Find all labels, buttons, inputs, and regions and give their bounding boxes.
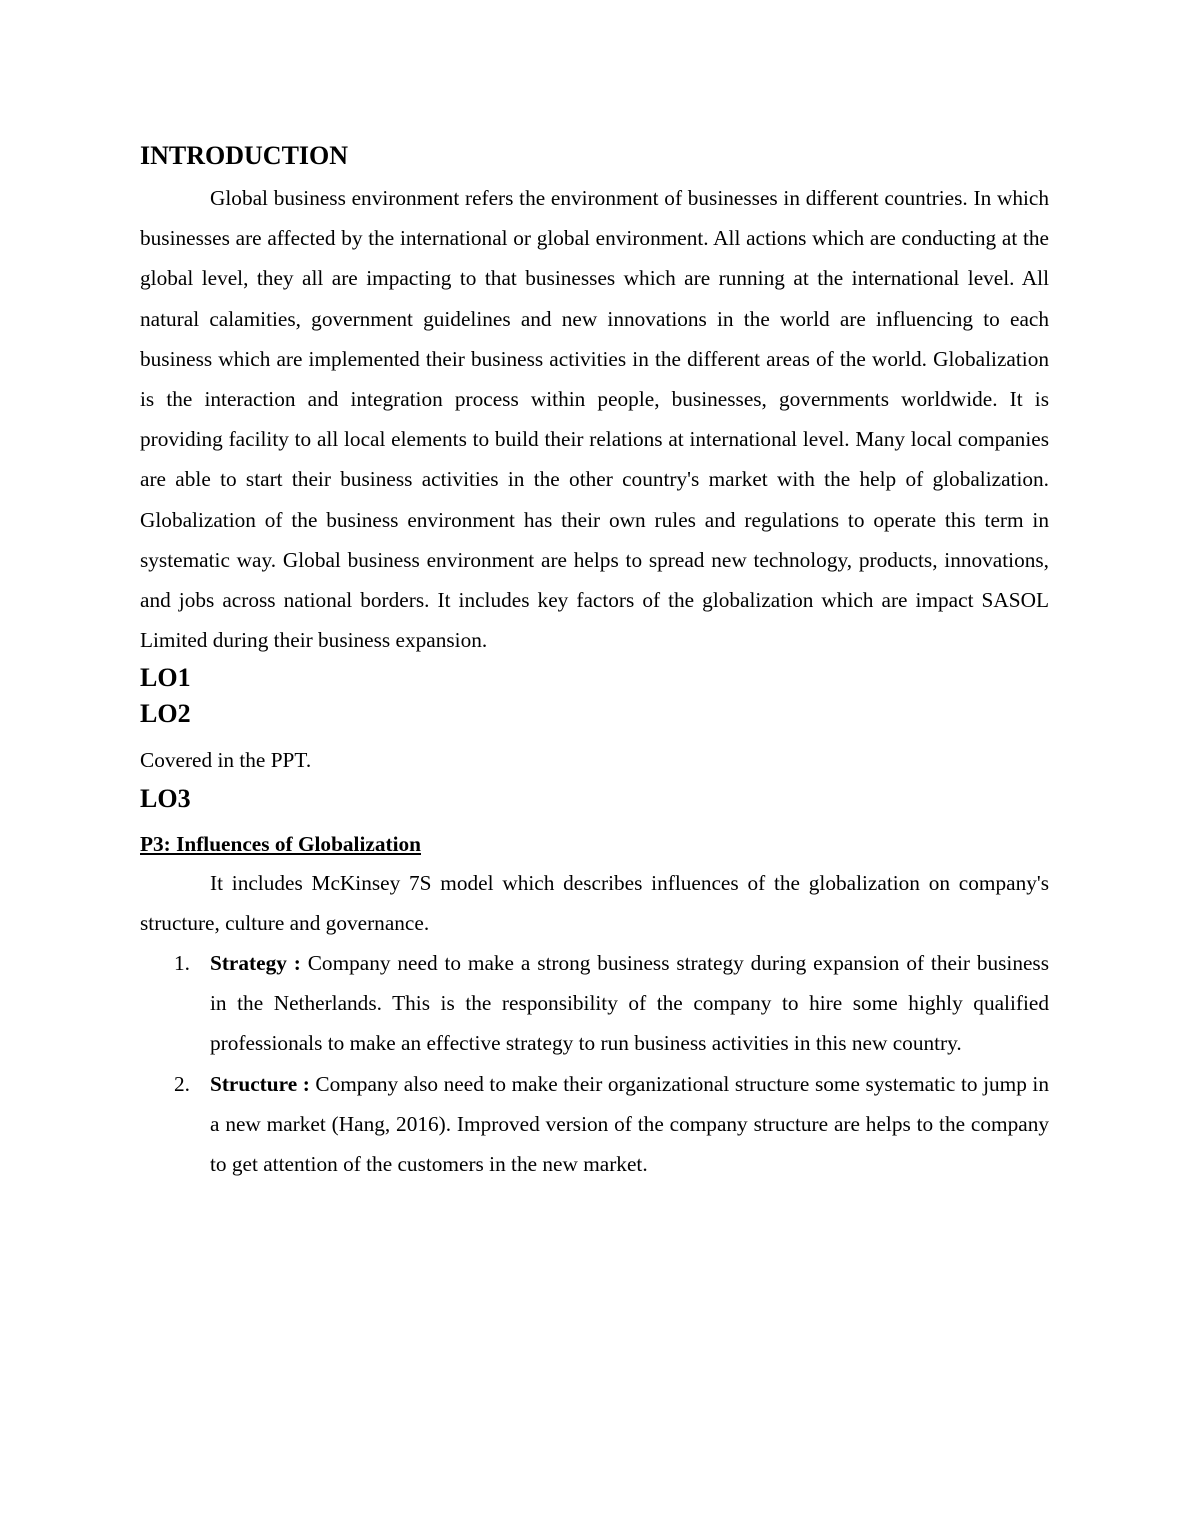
- list-item-text: Company need to make a strong business strategy during expansion of their business in the Netherlands. This is the responsibility of the company to hire some highly qualified professionals to make an effective strategy to run business activities in this new country.: [210, 951, 1050, 1056]
- p3-subheading: P3: Influences of Globalization: [140, 831, 421, 856]
- introduction-paragraph: Global business environment refers the environment of businesses in different countries. In which businesses are affected by the international or global environment. All actions which are conducting at the global level, they all are impacting to that businesses which are running at the international level. All natural calamities, government guidelines and new innovations in the world are influencing to each business which are implemented their business activities in the different areas of the world. Globalization is the interaction and integration process within people, businesses, governments worldwide. It is providing facility to all local elements to build their relations at international level. Many local companies are able to start their business activities in the other country's market with the help of globalization. Globalization of the business environment has their own rules and regulations to operate this term in systematic way. Global business environment are helps to spread new technology, products, innovations, and jobs across national borders. It includes key factors of the globalization which are impact SASOL Limited during their business expansion.: [140, 186, 1049, 653]
- document-page: [140, 138, 1049, 1184]
- list-item-number: 2.: [174, 1071, 190, 1096]
- list-item: [140, 1064, 1049, 1185]
- mckinsey-7s-list: [140, 943, 1049, 1184]
- list-item-number: 1.: [174, 951, 190, 976]
- lo2-heading: LO2: [140, 699, 191, 729]
- lo1-heading: LO1: [140, 663, 191, 693]
- list-item-text: Company also need to make their organizational structure some systematic to jump in a new market (Hang, 2016). Improved version of the company structure are helps to the company to get attention of the customers in the new market.: [210, 1071, 1049, 1177]
- lo3-heading: LO3: [140, 783, 191, 813]
- p3-intro-paragraph: It includes McKinsey 7S model which describes influences of the globalization on company's structure, culture and governance.: [140, 870, 1049, 935]
- lo2-note: Covered in the PPT.: [140, 748, 312, 773]
- introduction-heading: INTRODUCTION: [140, 141, 349, 170]
- list-item-term: Strategy :: [210, 951, 301, 976]
- list-item: [140, 943, 1049, 1064]
- list-item-term: Structure :: [210, 1071, 310, 1096]
